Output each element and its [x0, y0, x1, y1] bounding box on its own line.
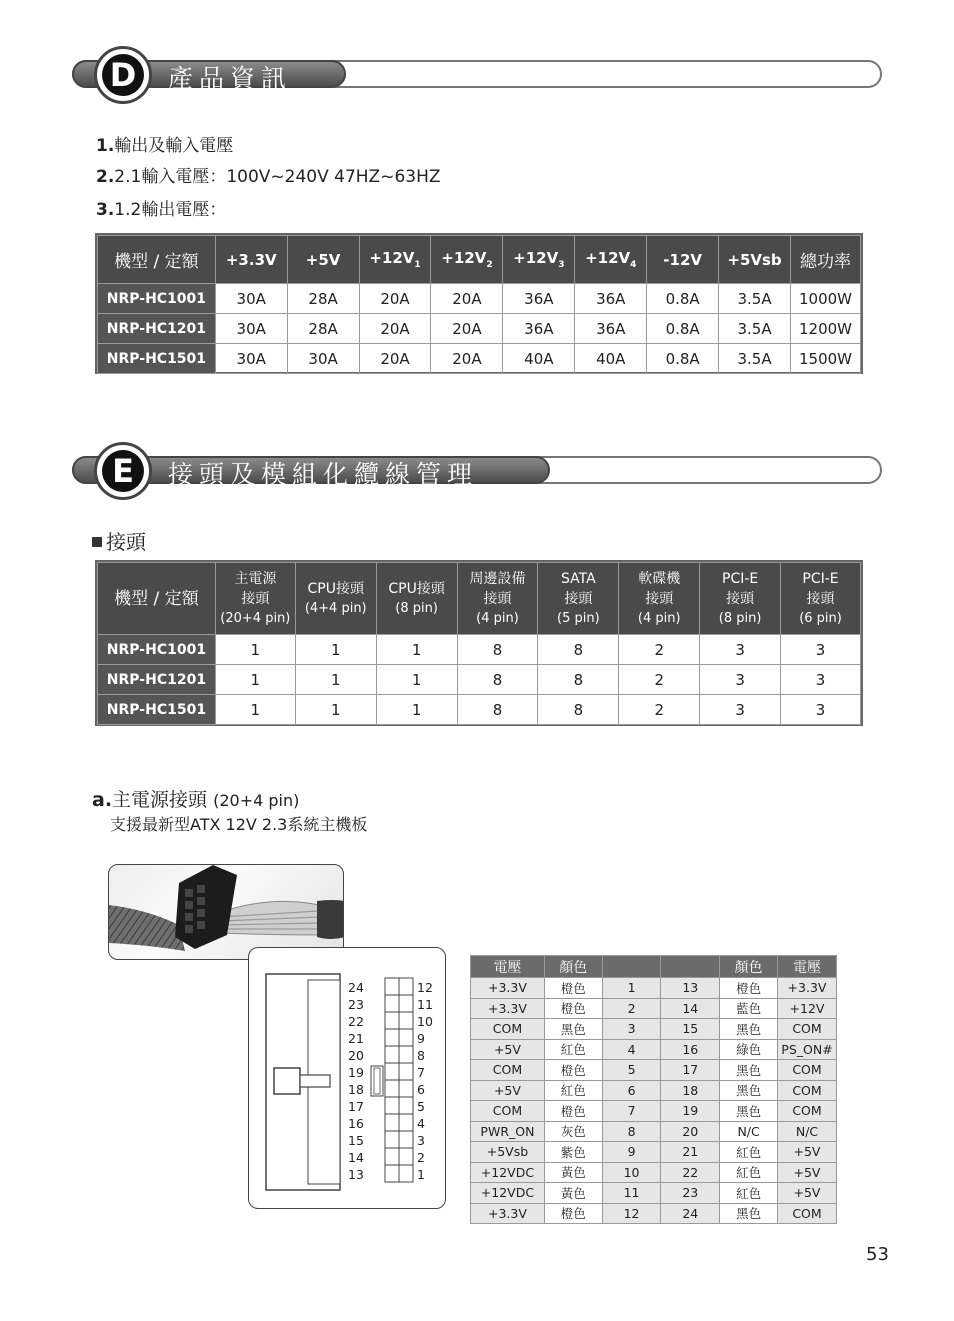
pinout-cell: 23 [661, 1183, 720, 1204]
pinout-cell: 紅色 [720, 1162, 778, 1183]
spec-value-cell: 20A [431, 284, 503, 314]
spec-header-cell: 機型 / 定額 [98, 236, 216, 284]
table-row [471, 1060, 837, 1081]
section-d-badge: D [94, 46, 152, 104]
pin-slot [399, 1165, 413, 1182]
pin-number: 8 [417, 1048, 425, 1063]
pinout-cell: 橙色 [544, 1060, 602, 1081]
pinout-cell: COM [778, 1060, 837, 1081]
pinout-cell: COM [471, 1101, 545, 1122]
model-cell: NRP-HC1001 [98, 635, 216, 665]
pinout-cell: +3.3V [778, 978, 837, 999]
table-row [471, 1121, 837, 1142]
pin-slot [399, 1063, 413, 1080]
pin-number: 9 [417, 1031, 425, 1046]
count-cell: 2 [619, 635, 700, 665]
pinout-cell: COM [471, 1019, 545, 1040]
pinout-cell: 9 [602, 1142, 661, 1163]
pin-number: 11 [417, 997, 433, 1012]
pin-slot [385, 1063, 399, 1080]
pinout-cell: 7 [602, 1101, 661, 1122]
pin-number: 2 [417, 1150, 425, 1165]
pinout-cell: 6 [602, 1080, 661, 1101]
pin-number: 12 [417, 980, 433, 995]
pinout-cell: COM [778, 1101, 837, 1122]
spec-header-cell: +3.3V [215, 236, 287, 284]
spec-header-cell: $+12V_1$ [359, 236, 431, 284]
spec-value-cell: 0.8A [647, 314, 719, 344]
pin-number: 1 [417, 1167, 425, 1182]
pin-number: 14 [348, 1150, 364, 1165]
connector-header-cell: 機型 / 定額 [98, 563, 216, 635]
count-cell: 2 [619, 695, 700, 725]
spec-value-cell: 20A [359, 284, 431, 314]
model-cell: NRP-HC1201 [98, 314, 216, 344]
count-cell: 8 [457, 665, 538, 695]
table-row [471, 1039, 837, 1060]
pin-number: 7 [417, 1065, 425, 1080]
connector-header-cell: PCI-E 接頭 (8 pin) [700, 563, 781, 635]
pinout-cell: 紅色 [544, 1080, 602, 1101]
pin-number: 20 [348, 1048, 364, 1063]
pin-slot [399, 1097, 413, 1114]
spec-value-cell: 20A [431, 344, 503, 374]
pin-slot [399, 1029, 413, 1046]
connector-photo [108, 864, 344, 960]
spec-value-cell: 30A [215, 344, 287, 374]
pinout-cell: 橙色 [544, 978, 602, 999]
pinout-cell: N/C [778, 1121, 837, 1142]
pinout-cell: +5V [778, 1183, 837, 1204]
spec-value-cell: 36A [575, 314, 647, 344]
main-connector-description: 支援最新型ATX 12V 2.3系統主機板 [110, 815, 368, 834]
count-cell: 3 [700, 665, 781, 695]
connectors-heading: 接頭 [92, 526, 146, 555]
pin-slot [385, 1114, 399, 1131]
pinout-cell: 灰色 [544, 1121, 602, 1142]
pin-number: 23 [348, 997, 364, 1012]
count-cell: 1 [376, 635, 457, 665]
output-spec-table [97, 235, 861, 374]
pinout-cell: 黑色 [720, 1080, 778, 1101]
pinout-header-cell: 電壓 [471, 956, 545, 978]
pinout-cell: 3 [602, 1019, 661, 1040]
count-cell: 3 [781, 635, 861, 665]
pinout-table [470, 955, 837, 1224]
pin-slot [399, 1148, 413, 1165]
table-row [98, 635, 861, 665]
count-cell: 3 [700, 635, 781, 665]
pin-slot [399, 978, 413, 995]
count-cell: 2 [619, 665, 700, 695]
pinout-cell: 紅色 [720, 1142, 778, 1163]
pin-slot [385, 978, 399, 995]
section-d-banner [72, 46, 882, 108]
pinout-cell: 紫色 [544, 1142, 602, 1163]
main-connector-heading: a.主電源接頭 (20+4 pin) [92, 789, 300, 811]
connector-header-cell: CPU接頭 (4+4 pin) [295, 563, 376, 635]
connector-header-cell: SATA 接頭 (5 pin) [538, 563, 619, 635]
pin-number: 22 [348, 1014, 364, 1029]
pinout-cell: 10 [602, 1162, 661, 1183]
count-cell: 1 [215, 665, 295, 695]
count-cell: 1 [295, 665, 376, 695]
pinout-cell: 紅色 [544, 1039, 602, 1060]
pinout-cell: PS_ON# [778, 1039, 837, 1060]
connector-header-cell: PCI-E 接頭 (6 pin) [781, 563, 861, 635]
pinout-cell: 黑色 [720, 1203, 778, 1224]
pin-slot [385, 1080, 399, 1097]
pinout-cell: N/C [720, 1121, 778, 1142]
spec-header-cell: +5Vsb [719, 236, 791, 284]
connector-header-cell: CPU接頭 (8 pin) [376, 563, 457, 635]
spec-value-cell: 1200W [791, 314, 861, 344]
model-cell: NRP-HC1001 [98, 284, 216, 314]
pinout-cell: 4 [602, 1039, 661, 1060]
pinout-cell: +12VDC [471, 1162, 545, 1183]
pinout-cell: 黃色 [544, 1162, 602, 1183]
pinout-cell: +5V [778, 1142, 837, 1163]
pinout-cell: 12 [602, 1203, 661, 1224]
count-cell: 3 [781, 665, 861, 695]
pinout-cell: +12V [778, 998, 837, 1019]
connector-header-cell: 周邊設備 接頭 (4 pin) [457, 563, 538, 635]
pinout-cell: COM [471, 1060, 545, 1081]
spec-header-cell: $+12V_3$ [503, 236, 575, 284]
pinout-cell: 綠色 [720, 1039, 778, 1060]
table-row [471, 998, 837, 1019]
pinout-cell: 藍色 [720, 998, 778, 1019]
bullet-square-icon [92, 537, 102, 547]
spec-value-cell: 1000W [791, 284, 861, 314]
model-cell: NRP-HC1501 [98, 695, 216, 725]
pinout-cell: 5 [602, 1060, 661, 1081]
connector-cable-image [109, 865, 344, 960]
spec-header-cell: +5V [287, 236, 359, 284]
pinout-cell: 橙色 [544, 1101, 602, 1122]
pin-number: 24 [348, 980, 364, 995]
pin-number: 19 [348, 1065, 364, 1080]
pinout-cell: +12VDC [471, 1183, 545, 1204]
pinout-cell: 黑色 [720, 1019, 778, 1040]
section-d-title: 產品資訊 [168, 64, 293, 93]
page-number: 53 [866, 1244, 889, 1265]
spec-value-cell: 30A [215, 284, 287, 314]
pin-number: 4 [417, 1116, 425, 1131]
spec-header-cell: $+12V_2$ [431, 236, 503, 284]
spec-header-cell: -12V [647, 236, 719, 284]
spec-value-cell: 3.5A [719, 344, 791, 374]
spec-value-cell: 28A [287, 314, 359, 344]
table-row [98, 695, 861, 725]
pinout-header-cell: 顏色 [720, 956, 778, 978]
list-item: 2.2.1輸入電壓：100V~240V 47HZ~63HZ [96, 167, 441, 187]
list-item: 3.1.2輸出電壓： [96, 200, 227, 220]
pin-number: 13 [348, 1167, 364, 1182]
table-row [98, 665, 861, 695]
table-row [98, 344, 861, 374]
spec-value-cell: 36A [503, 314, 575, 344]
spec-value-cell: 1500W [791, 344, 861, 374]
pin-slot [399, 1012, 413, 1029]
model-cell: NRP-HC1501 [98, 344, 216, 374]
count-cell: 1 [215, 695, 295, 725]
pinout-cell: COM [778, 1019, 837, 1040]
spec-value-cell: 3.5A [719, 314, 791, 344]
pin-slot [399, 995, 413, 1012]
table-row [471, 1019, 837, 1040]
table-row [471, 1080, 837, 1101]
pinout-cell: 橙色 [720, 978, 778, 999]
pin-slot [385, 1029, 399, 1046]
pinout-cell: 2 [602, 998, 661, 1019]
connector-header-cell: 軟碟機 接頭 (4 pin) [619, 563, 700, 635]
pinout-cell: 黑色 [544, 1019, 602, 1040]
spec-value-cell: 40A [503, 344, 575, 374]
pin-number: 21 [348, 1031, 364, 1046]
pinout-cell: +5V [471, 1080, 545, 1101]
pinout-cell: 1 [602, 978, 661, 999]
pin-number: 6 [417, 1082, 425, 1097]
pinout-cell: +3.3V [471, 1203, 545, 1224]
spec-header-cell: $+12V_4$ [575, 236, 647, 284]
pinout-header-cell [602, 956, 661, 978]
spec-header-cell: 總功率 [791, 236, 861, 284]
pin-slot [385, 1097, 399, 1114]
section-e-banner [72, 440, 882, 502]
count-cell: 3 [700, 695, 781, 725]
table-row [471, 1183, 837, 1204]
count-cell: 8 [538, 695, 619, 725]
pinout-cell: 19 [661, 1101, 720, 1122]
section-e-badge: E [94, 442, 152, 500]
pinout-cell: 橙色 [544, 1203, 602, 1224]
pinout-cell: 13 [661, 978, 720, 999]
pinout-cell: 8 [602, 1121, 661, 1142]
pinout-cell: 黃色 [544, 1183, 602, 1204]
pin-slot [385, 1046, 399, 1063]
pin-slot [399, 1114, 413, 1131]
pin-slot [385, 1165, 399, 1182]
table-row [471, 1142, 837, 1163]
table-row [471, 1101, 837, 1122]
pin-diagram [248, 947, 446, 1209]
pinout-cell: COM [778, 1080, 837, 1101]
pinout-header-cell: 顏色 [544, 956, 602, 978]
pin-slot [385, 1131, 399, 1148]
table-row [471, 1162, 837, 1183]
count-cell: 3 [781, 695, 861, 725]
pinout-cell: +5V [778, 1162, 837, 1183]
pinout-cell: COM [778, 1203, 837, 1224]
count-cell: 1 [215, 635, 295, 665]
spec-value-cell: 20A [359, 344, 431, 374]
spec-value-cell: 20A [359, 314, 431, 344]
pinout-header-cell [661, 956, 720, 978]
pinout-cell: 橙色 [544, 998, 602, 1019]
table-row [471, 978, 837, 999]
connector-count-table [97, 562, 861, 725]
count-cell: 1 [376, 665, 457, 695]
pin-slot [385, 1148, 399, 1165]
pinout-cell: +3.3V [471, 998, 545, 1019]
section-e-title: 接頭及模組化纜線管理 [168, 460, 479, 489]
pinout-cell: 紅色 [720, 1183, 778, 1204]
connector-header-cell: 主電源 接頭 (20+4 pin) [215, 563, 295, 635]
spec-value-cell: 36A [503, 284, 575, 314]
spec-value-cell: 30A [287, 344, 359, 374]
count-cell: 8 [457, 695, 538, 725]
list-item: 1.輸出及輸入電壓 [96, 136, 234, 156]
spec-value-cell: 30A [215, 314, 287, 344]
pin-number: 15 [348, 1133, 364, 1148]
pin-number: 10 [417, 1014, 433, 1029]
pinout-cell: 22 [661, 1162, 720, 1183]
pinout-cell: 黑色 [720, 1101, 778, 1122]
pinout-cell: 11 [602, 1183, 661, 1204]
spec-value-cell: 0.8A [647, 344, 719, 374]
pin-number: 3 [417, 1133, 425, 1148]
pinout-cell: 14 [661, 998, 720, 1019]
pin-number: 5 [417, 1099, 425, 1114]
spec-value-cell: 36A [575, 284, 647, 314]
pinout-cell: +5Vsb [471, 1142, 545, 1163]
pinout-cell: 15 [661, 1019, 720, 1040]
pinout-cell: PWR_ON [471, 1121, 545, 1142]
pinout-cell: 24 [661, 1203, 720, 1224]
table-row [98, 314, 861, 344]
table-row [471, 1203, 837, 1224]
pinout-cell: 17 [661, 1060, 720, 1081]
pin-number: 18 [348, 1082, 364, 1097]
spec-value-cell: 28A [287, 284, 359, 314]
spec-value-cell: 40A [575, 344, 647, 374]
pin-slot [385, 1012, 399, 1029]
pinout-cell: +3.3V [471, 978, 545, 999]
spec-value-cell: 3.5A [719, 284, 791, 314]
pin-slot [399, 1046, 413, 1063]
pinout-cell: 21 [661, 1142, 720, 1163]
model-cell: NRP-HC1201 [98, 665, 216, 695]
pinout-cell: 16 [661, 1039, 720, 1060]
table-row [98, 284, 861, 314]
pinout-cell: 黑色 [720, 1060, 778, 1081]
count-cell: 1 [376, 695, 457, 725]
count-cell: 8 [538, 665, 619, 695]
pin-number: 16 [348, 1116, 364, 1131]
pinout-cell: 18 [661, 1080, 720, 1101]
pinout-cell: +5V [471, 1039, 545, 1060]
pin-slot [399, 1131, 413, 1148]
spec-value-cell: 20A [431, 314, 503, 344]
pinout-cell: 20 [661, 1121, 720, 1142]
count-cell: 8 [538, 635, 619, 665]
count-cell: 1 [295, 695, 376, 725]
pin-number: 17 [348, 1099, 364, 1114]
pin-slot [385, 995, 399, 1012]
spec-value-cell: 0.8A [647, 284, 719, 314]
pin-slot [399, 1080, 413, 1097]
count-cell: 1 [295, 635, 376, 665]
pinout-header-cell: 電壓 [778, 956, 837, 978]
count-cell: 8 [457, 635, 538, 665]
